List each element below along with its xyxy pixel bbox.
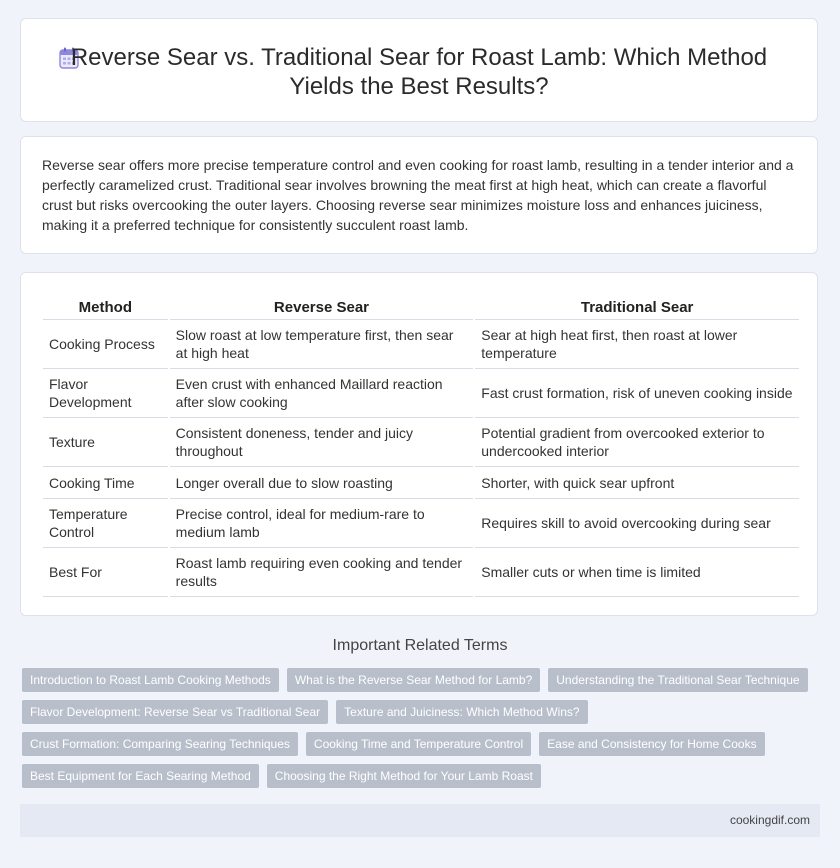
table-cell: Temperature Control bbox=[43, 499, 169, 548]
related-term-tag[interactable]: Crust Formation: Comparing Searing Techniques bbox=[22, 732, 298, 756]
table-cell: Best For bbox=[43, 548, 169, 597]
related-term-tag[interactable]: Cooking Time and Temperature Control bbox=[306, 732, 531, 756]
related-terms-title: Important Related Terms bbox=[332, 637, 508, 654]
table-cell: Longer overall due to slow roasting bbox=[169, 467, 475, 499]
table-row bbox=[43, 369, 799, 418]
table-cell: Cooking Time bbox=[43, 467, 169, 499]
related-term-tag[interactable]: Introduction to Roast Lamb Cooking Methods bbox=[22, 668, 279, 692]
table-cell: Potential gradient from overcooked exterior to undercooked interior bbox=[474, 418, 799, 467]
page-title: Reverse Sear vs. Traditional Sear for Roast Lamb: Which Method Yields the Best Results? bbox=[70, 44, 768, 100]
related-term-tag[interactable]: What is the Reverse Sear Method for Lamb? bbox=[287, 668, 540, 692]
table-row bbox=[43, 499, 799, 548]
table-cell: Texture bbox=[43, 418, 169, 467]
table-row bbox=[43, 418, 799, 467]
comparison-table bbox=[43, 295, 799, 597]
comparison-card bbox=[20, 272, 818, 616]
related-terms-list bbox=[22, 668, 822, 796]
table-row bbox=[43, 467, 799, 499]
table-cell: Sear at high heat first, then roast at lower temperature bbox=[474, 320, 799, 369]
table-cell: Cooking Process bbox=[43, 320, 169, 369]
footer-site-link[interactable]: cookingdif.com bbox=[729, 813, 810, 827]
table-cell: Smaller cuts or when time is limited bbox=[474, 548, 799, 597]
related-term-tag[interactable]: Flavor Development: Reverse Sear vs Traditional Sear bbox=[22, 700, 328, 724]
footer bbox=[20, 804, 820, 837]
intro-card bbox=[20, 136, 818, 254]
table-cell: Even crust with enhanced Maillard reaction after slow cooking bbox=[169, 369, 475, 418]
table-cell: Shorter, with quick sear upfront bbox=[474, 467, 799, 499]
table-row bbox=[43, 320, 799, 369]
table-cell: Slow roast at low temperature first, then sear at high heat bbox=[169, 320, 475, 369]
table-cell: Fast crust formation, risk of uneven cooking inside bbox=[474, 369, 799, 418]
header-method: Method bbox=[43, 295, 169, 320]
intro-paragraph: Reverse sear offers more precise temperature control and even cooking for roast lamb, resulting in a tender interior and a perfectly caramelized crust. Traditional sear involves browning the meat first at high heat, which can create a flavorful crust but risks overcooking the outer layers. Choosing reverse sear minimizes moisture loss and enhances juiciness, making it a preferred technique for consistently succulent roast lamb. bbox=[42, 157, 794, 233]
table-cell: Consistent doneness, tender and juicy throughout bbox=[169, 418, 475, 467]
table-cell: Precise control, ideal for medium-rare to medium lamb bbox=[169, 499, 475, 548]
related-term-tag[interactable]: Choosing the Right Method for Your Lamb Roast bbox=[267, 764, 541, 788]
table-cell: Flavor Development bbox=[43, 369, 169, 418]
related-term-tag[interactable]: Ease and Consistency for Home Cooks bbox=[539, 732, 764, 756]
related-term-tag[interactable]: Texture and Juiciness: Which Method Wins? bbox=[336, 700, 587, 724]
related-term-tag[interactable]: Understanding the Traditional Sear Technique bbox=[548, 668, 807, 692]
related-term-tag[interactable]: Best Equipment for Each Searing Method bbox=[22, 764, 259, 788]
table-cell: Requires skill to avoid overcooking during sear bbox=[474, 499, 799, 548]
header-traditional-sear: Traditional Sear bbox=[474, 295, 799, 320]
table-row bbox=[43, 548, 799, 597]
table-cell: Roast lamb requiring even cooking and tender results bbox=[169, 548, 475, 597]
title-card bbox=[20, 18, 818, 122]
header-reverse-sear: Reverse Sear bbox=[169, 295, 475, 320]
